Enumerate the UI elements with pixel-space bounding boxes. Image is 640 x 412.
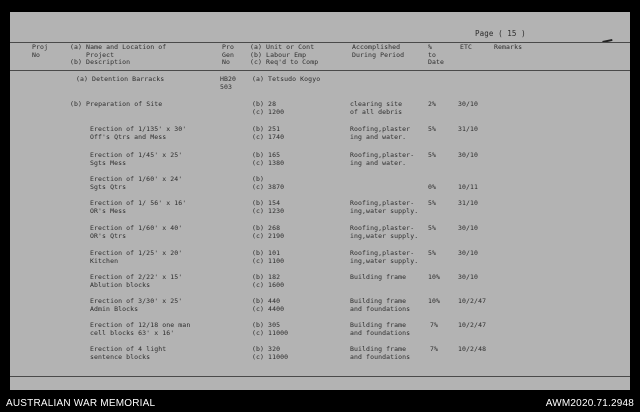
- row-eto: 10/2/47: [458, 297, 487, 305]
- row-description: Erection of 1/60' x 24' Sgts Qtrs: [90, 175, 183, 191]
- row-unit: (b) 165 (c) 1380: [252, 151, 285, 167]
- row-unit: (b) 305 (c) 11000: [252, 321, 289, 337]
- row-description: Erection of 1/45' x 25' Sgts Mess: [90, 151, 183, 167]
- row-description: Erection of 1/ 56' x 16' OR's Mess: [90, 199, 187, 215]
- row-eto: 31/10: [458, 125, 479, 133]
- row-accomplished: Roofing,plaster ing and water.: [350, 125, 411, 141]
- row-pct: 5%: [428, 151, 437, 159]
- row-accomplished: Roofing,plaster- ing,water supply.: [350, 224, 419, 240]
- page-number: Page ( 15 ): [475, 29, 526, 38]
- header-pct-to-date: % to Date: [428, 43, 445, 67]
- row-unit: (a) Tetsudo Kogyo: [252, 75, 321, 83]
- row-eto: 30/10: [458, 273, 479, 281]
- row-accomplished: Roofing,plaster- ing,water supply.: [350, 249, 419, 265]
- row-accomplished: Roofing,plaster- ing and water.: [350, 151, 415, 167]
- row-pct: 7%: [430, 321, 439, 329]
- row-eto: 31/10: [458, 199, 479, 207]
- header-proj-no: Proj No: [32, 43, 49, 59]
- row-accomplished: clearing site of all debris: [350, 100, 403, 116]
- row-description: Erection of 12/18 one man cell blocks 63' x 16': [90, 321, 191, 337]
- footer-accession-id: AWM2020.71.2948: [545, 398, 634, 409]
- header-eto: ETC: [460, 43, 473, 51]
- row-description: Erection of 2/22' x 15' Ablution blocks: [90, 273, 183, 289]
- header-rule: [10, 70, 630, 71]
- row-eto: 10/11: [458, 183, 479, 191]
- row-unit: (b) 320 (c) 11000: [252, 345, 289, 361]
- header-accomplished: Accomplished During Period: [352, 43, 405, 59]
- row-pct: 5%: [428, 125, 437, 133]
- header-pro-gen-no: Pro Gen No: [222, 43, 235, 67]
- row-pct: 0%: [428, 183, 437, 191]
- row-description: Erection of 1/60' x 40' OR's Qtrs: [90, 224, 183, 240]
- row-description: (b) Preparation of Site: [70, 100, 163, 108]
- row-eto: 10/2/48: [458, 345, 487, 353]
- row-description: Erection of 4 light sentence blocks: [90, 345, 167, 361]
- row-eto: 30/10: [458, 224, 479, 232]
- row-description: Erection of 3/30' x 25' Admin Blocks: [90, 297, 183, 313]
- row-accomplished: Roofing,plaster- ing,water supply.: [350, 199, 419, 215]
- row-gen-no: HB20 503: [220, 75, 237, 91]
- row-pct: 5%: [428, 249, 437, 257]
- row-description: Erection of 1/135' x 30' Off's Qtrs and Mess: [90, 125, 187, 141]
- row-unit: (b) 182 (c) 1600: [252, 273, 285, 289]
- row-pct: 5%: [428, 199, 437, 207]
- row-pct: 7%: [430, 345, 439, 353]
- header-remarks: Remarks: [494, 43, 523, 51]
- row-accomplished: Building frame and foundations: [350, 297, 411, 313]
- row-unit: (b) 440 (c) 4400: [252, 297, 285, 313]
- footer-source: AUSTRALIAN WAR MEMORIAL: [6, 398, 156, 409]
- document-page: [10, 12, 630, 390]
- row-unit: (b) 101 (c) 1100: [252, 249, 285, 265]
- bottom-rule: [10, 376, 630, 377]
- row-eto: 10/2/47: [458, 321, 487, 329]
- row-pct: 5%: [428, 224, 437, 232]
- row-eto: 30/10: [458, 100, 479, 108]
- row-accomplished: Building frame: [350, 273, 407, 281]
- row-pct: 2%: [428, 100, 437, 108]
- row-description: Erection of 1/25' x 20' Kitchen: [90, 249, 183, 265]
- row-unit: (b) 251 (c) 1740: [252, 125, 285, 141]
- row-accomplished: Building frame and foundations: [350, 321, 411, 337]
- row-eto: 30/10: [458, 151, 479, 159]
- row-unit: (b) 28 (c) 1200: [252, 100, 285, 116]
- row-unit: (b) (c) 3870: [252, 175, 285, 191]
- header-name-description: (a) Name and Location of Project (b) Description: [70, 43, 167, 67]
- row-unit: (b) 154 (c) 1230: [252, 199, 285, 215]
- row-accomplished: Building frame and foundations: [350, 345, 411, 361]
- row-unit: (b) 268 (c) 2190: [252, 224, 285, 240]
- row-pct: 10%: [428, 273, 441, 281]
- row-eto: 30/10: [458, 249, 479, 257]
- row-pct: 10%: [428, 297, 441, 305]
- row-description: (a) Detention Barracks: [76, 75, 165, 83]
- header-unit-labour: (a) Unit or Cont (b) Labour Emp (c) Req'd to Comp: [250, 43, 319, 67]
